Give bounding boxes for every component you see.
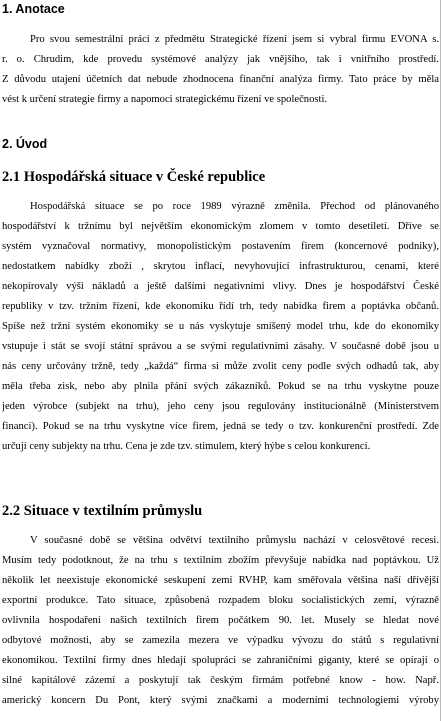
text-line: financí). Pokud se na trhu vyskytne více firem, jedná se tedy o tzv. konkurenční prostředí. Zde	[2, 421, 439, 432]
text-line: několik let neexistuje ekonomické seskupení zemí RVHP, kam směřovala většina naší dřívější	[2, 575, 439, 586]
text-line: Hospodářská situace se po roce 1989 výrazně změnila. Přechod od plánovaného	[30, 201, 439, 212]
section-heading-uvod: 2. Úvod	[2, 137, 48, 151]
text-line: hospodářství k tržnímu byl největším ekonomickým zlomem v tomto desetiletí. Dříve se	[2, 221, 439, 232]
text-line: Musím tedy podotknout, že na trhu s textilním zbožím převyšuje nabídka nad poptávkou. Už	[2, 555, 439, 566]
text-line: Pro svou semestrální práci z předmětu Strategické řízení jsem si vybral firmu EVONA s.	[30, 34, 439, 45]
text-line: r. o. Chrudim, kde provedu systémové analýzy jak vnějšího, tak i vnitřního prostředí.	[2, 54, 439, 65]
text-line: ekonomikou. Textilní firmy dnes hledají spolupráci se zahraničními giganty, které se opírají o	[2, 655, 439, 666]
text-line: měla třeba zisk, nebo aby plnila přání svých zákazníků. Pokud se na trhu vyskytne pouze	[2, 381, 439, 392]
text-line: V současné době se většina odvětví textilního průmyslu nachází v celosvětové recesi.	[30, 535, 439, 546]
subsection-heading-textilni-prumysl: 2.2 Situace v textilním průmyslu	[2, 503, 203, 519]
text-line: ovlivnila hospodaření našich textilních firem počátkem 90. let. Musely se hledat nové	[2, 615, 439, 626]
paragraph-hospodarska-situace	[2, 197, 439, 457]
text-line: jeden výrobce (subjekt na trhu), jeho ceny jsou regulovány institucionálně (Ministerstvem	[2, 401, 439, 412]
text-line: vést k určení strategie firmy a napomoci strategickému řízení ve společnosti.	[2, 94, 328, 105]
paragraph-anotace	[2, 30, 439, 110]
section-heading-anotace: 1. Anotace	[2, 2, 65, 16]
text-line: americký koncern Du Pont, který svými značkami a moderními technologiemi výroby	[2, 695, 439, 706]
text-line: Spíše než tržní systém ekonomiky se u nás vyskytuje smíšený model trhu, kde do ekonomiky	[2, 321, 439, 332]
text-line: Z důvodu utajení účetních dat nebude zhodnocena finanční analýza firmy. Tato práce by měla	[2, 74, 439, 85]
page-edge-divider	[440, 0, 441, 721]
text-line: silné kapitálové zázemí a poskytují tak českým firmám potřebné know - how. Např.	[2, 675, 439, 686]
text-line: nekopírovaly výši nákladů a ještě dalšími negativními vlivy. Dnes je hospodářství České	[2, 281, 439, 292]
text-line: určují ceny subjekty na trhu. Cena je zde tzv. stimulem, který hýbe s celou konkurencí.	[2, 441, 371, 452]
text-line: republiky v tzv. tržním řízení, kde ekonomiku řídí trh, tedy nabídka firem a poptávka občanů.	[2, 301, 439, 312]
text-line: nedostatkem nabídky zboží , skrytou inflací, nevyhovující infrastrukturou, cenami, které	[2, 261, 439, 272]
text-line: odbytové možnosti, aby se zamezila mezera ve výpadku vývozu do států s regulativní	[2, 635, 439, 646]
subsection-heading-hospodarska-situace: 2.1 Hospodářská situace v České republice	[2, 169, 266, 185]
paragraph-textilni-prumysl	[2, 531, 439, 711]
text-line: systém vyznačoval normativy, monopolistickým postavením firem (koncernové podniky),	[2, 241, 439, 252]
text-line: nás ceny určovány tržně, tedy „každá“ firma si může zvolit ceny podle svých odhadů tak, aby	[2, 361, 439, 372]
text-line: exportní produkce. Tato situace, způsobená rozpadem bloku socialistických zemí, výrazně	[2, 595, 439, 606]
text-line: vstupuje i stát se svojí státní správou a se svými regulativními zásahy. V současné době jsou u	[2, 341, 439, 352]
